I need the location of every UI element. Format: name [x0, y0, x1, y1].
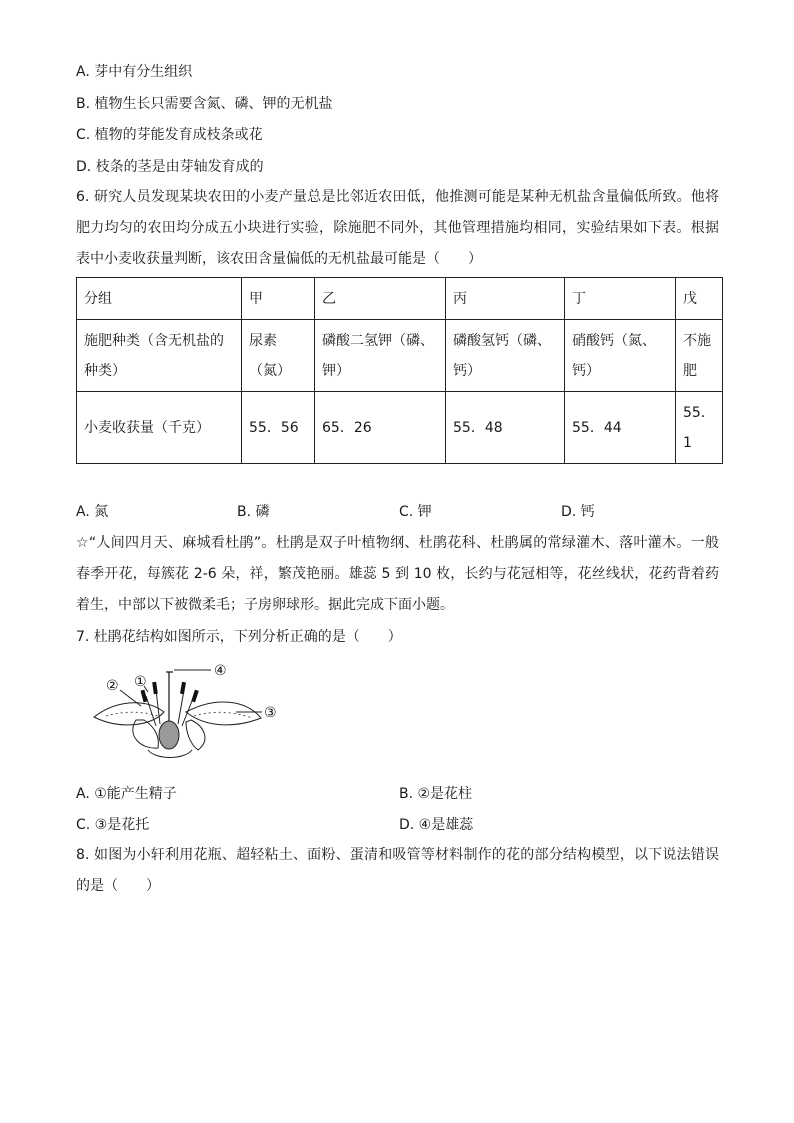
petal-right: [186, 702, 261, 725]
q6-option-b: B. 磷: [237, 504, 270, 520]
anther: [191, 690, 199, 703]
q7-option-d: D. ④是雄蕊: [399, 817, 474, 833]
q6-stem: 6. 研究人员发现某块农田的小麦产量总是比邻近农田低，他推测可能是某种无机盐含量偏低所致。他将肥力均匀的农田均分成五小块进行实验，除施肥不同外，其他管理措施均相同，实验结果如下表。根据表中小麦收获量判断，该农田含量偏低的无机盐最可能是（ ）: [76, 189, 719, 267]
table-cell: 乙: [315, 278, 446, 320]
table-cell: 硝酸钙（氮、钙）: [565, 320, 676, 392]
table-cell: 分组: [77, 278, 242, 320]
q5-option-d: D. 枝条的茎是由芽轴发育成的: [76, 159, 264, 175]
q5-option-c: C. 植物的芽能发育成枝条或花: [76, 127, 263, 143]
anther: [180, 682, 186, 695]
table-cell: 丙: [446, 278, 565, 320]
filament: [178, 690, 184, 724]
label-2: ②: [106, 678, 119, 694]
table-cell: 55．1: [676, 392, 723, 464]
table-cell: 施肥种类（含无机盐的种类）: [77, 320, 242, 392]
table-cell: 不施肥: [676, 320, 723, 392]
q7-option-c: C. ③是花托: [76, 817, 150, 833]
label-3: ③: [264, 705, 277, 721]
table-cell: 55．56: [242, 392, 315, 464]
table-cell: 55．48: [446, 392, 565, 464]
table-cell: 丁: [565, 278, 676, 320]
table-row: [77, 320, 723, 392]
table-cell: 磷酸二氢钾（磷、钾）: [315, 320, 446, 392]
q8-stem: 8. 如图为小轩利用花瓶、超轻粘土、面粉、蛋清和吸管等材料制作的花的部分结构模型，以下说法错误的是（ ）: [76, 847, 719, 894]
q7-option-b: B. ②是花柱: [399, 786, 473, 802]
q6-option-c: C. 钾: [399, 504, 432, 520]
table-cell: 小麦收获量（千克）: [77, 392, 242, 464]
table-row: [77, 278, 723, 320]
table-cell: 磷酸氢钙（磷、钙）: [446, 320, 565, 392]
table-cell: 戊: [676, 278, 723, 320]
anther: [152, 682, 158, 694]
q7-option-a: A. ①能产生精子: [76, 786, 177, 802]
petal-detail: [106, 712, 158, 716]
petal-detail: [194, 712, 252, 718]
ovary: [159, 721, 179, 749]
filament: [146, 696, 156, 726]
experiment-table: [76, 277, 723, 464]
receptacle: [148, 750, 192, 758]
table-row: [77, 392, 723, 464]
label-1: ①: [134, 674, 147, 690]
table-cell: 65．26: [315, 392, 446, 464]
azalea-flower-diagram: [86, 660, 296, 770]
petal-left: [94, 703, 164, 725]
label-4: ④: [214, 663, 227, 679]
q5-option-a: A. 芽中有分生组织: [76, 64, 193, 80]
intro-paragraph: ☆“人间四月天、麻城看杜鹃”。杜鹃是双子叶植物纲、杜鹃花科、杜鹃属的常绿灌木、落叶灌木。一般春季开花，每簇花 2-6 朵，祥，繁茂艳丽。雄蕊 5 到 10 枚，长约与花冠相等，花丝线状，花药背着药着生，中部以下被微柔毛；子房卵球形。据此完成下面小题。: [76, 535, 719, 613]
q6-option-a: A. 氮: [76, 504, 109, 520]
q7-stem: 7. 杜鹃花结构如图所示，下列分析正确的是（ ）: [76, 629, 402, 645]
petal-lower-right: [186, 720, 205, 750]
q6-option-d: D. 钙: [561, 504, 595, 520]
table-cell: 55．44: [565, 392, 676, 464]
table-cell: 甲: [242, 278, 315, 320]
table-cell: 尿素（氮）: [242, 320, 315, 392]
q5-option-b: B. 植物生长只需要含氮、磷、钾的无机盐: [76, 96, 333, 112]
